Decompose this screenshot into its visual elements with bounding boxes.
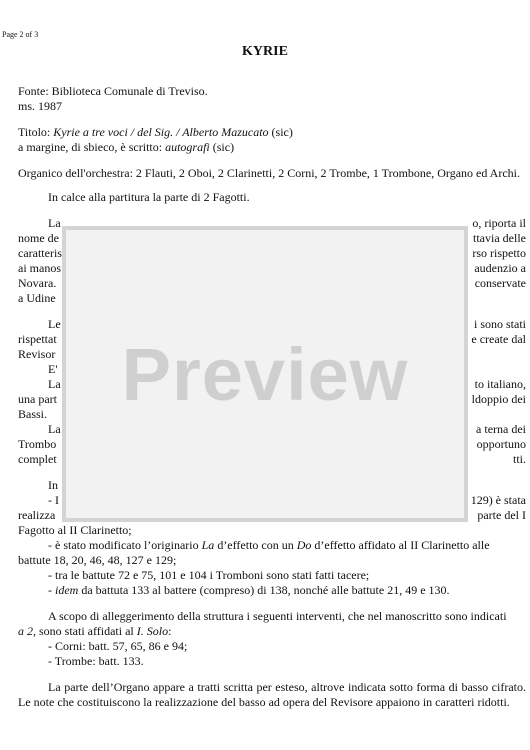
page-number: Page 2 of 3	[2, 30, 39, 39]
paragraph-le: Le i sono stati rispettat e create dal Revisor E' La to italiano, una part ldoppio dei Bassi.	[18, 317, 526, 421]
list-item: - tra le battute 72 e 75, 101 e 104 i Tromboni sono stati fatti tacere;	[48, 568, 370, 582]
list-item-continuation: battute 18, 20, 46, 48, 127 e 129;	[18, 553, 177, 567]
organ-paragraph: La parte dell’Organo appare a tratti scritta per esteso, altrove indicata sotto forma di basso cifrato. Le note che costituiscono la realizzazione del basso ad opera del Revisore appaiono in caratteri ridotti.	[18, 680, 526, 709]
paragraph-la: La o, riporta il nome de ttavia delle caratteris rso rispetto ai manos audenzio a Novara. conservate a Udine	[18, 216, 526, 305]
margin-note: a margine, di sbieco, è scritto: autografi (sic)	[18, 140, 235, 154]
page-title: KYRIE	[242, 44, 288, 59]
modifications-list	[18, 538, 526, 598]
orchestra-paragraph: Organico dell'orchestra: 2 Flauti, 2 Oboi, 2 Clarinetti, 2 Corni, 2 Trombe, 1 Trombone, Organo ed Archi.	[18, 166, 521, 180]
source-line: Fonte: Biblioteca Comunale di Treviso.	[18, 84, 208, 98]
list-item: - Corni: batt. 57, 65, 86 e 94;	[48, 639, 188, 653]
list-item: - idem da battuta 133 al battere (compreso) di 138, nonché alle battute 21, 49 e 130.	[48, 583, 450, 597]
manuscript-number: ms. 1987	[18, 99, 63, 113]
preview-watermark: Preview	[121, 332, 409, 416]
list-item: - Trombe: batt. 133.	[48, 654, 144, 668]
list-item: - è stato modificato l’originario La d’effetto con un Do d’effetto affidato al II Clarinetto alle	[48, 538, 490, 552]
paragraph-alleggerimento: A scopo di alleggerimento della struttura i seguenti interventi, che nel manoscritto sono indicati a 2, sono stati affidati al I. Solo: - Corni: batt. 57, 65, 86 e 94; - Trombe: batt. 133.	[18, 609, 526, 669]
paragraph-interventi: In - I 129) è stata realizza parte del I Fagotto al II Clarinetto;	[18, 478, 526, 537]
title-line: Titolo: Kyrie a tre voci / del Sig. / Alberto Mazucato (sic)	[18, 125, 293, 139]
preview-overlay	[62, 226, 468, 522]
bassoon-paragraph: In calce alla partitura la parte di 2 Fagotti.	[48, 190, 250, 204]
paragraph-terna: La a terna dei Trombo opportuno complet tti.	[18, 422, 526, 466]
